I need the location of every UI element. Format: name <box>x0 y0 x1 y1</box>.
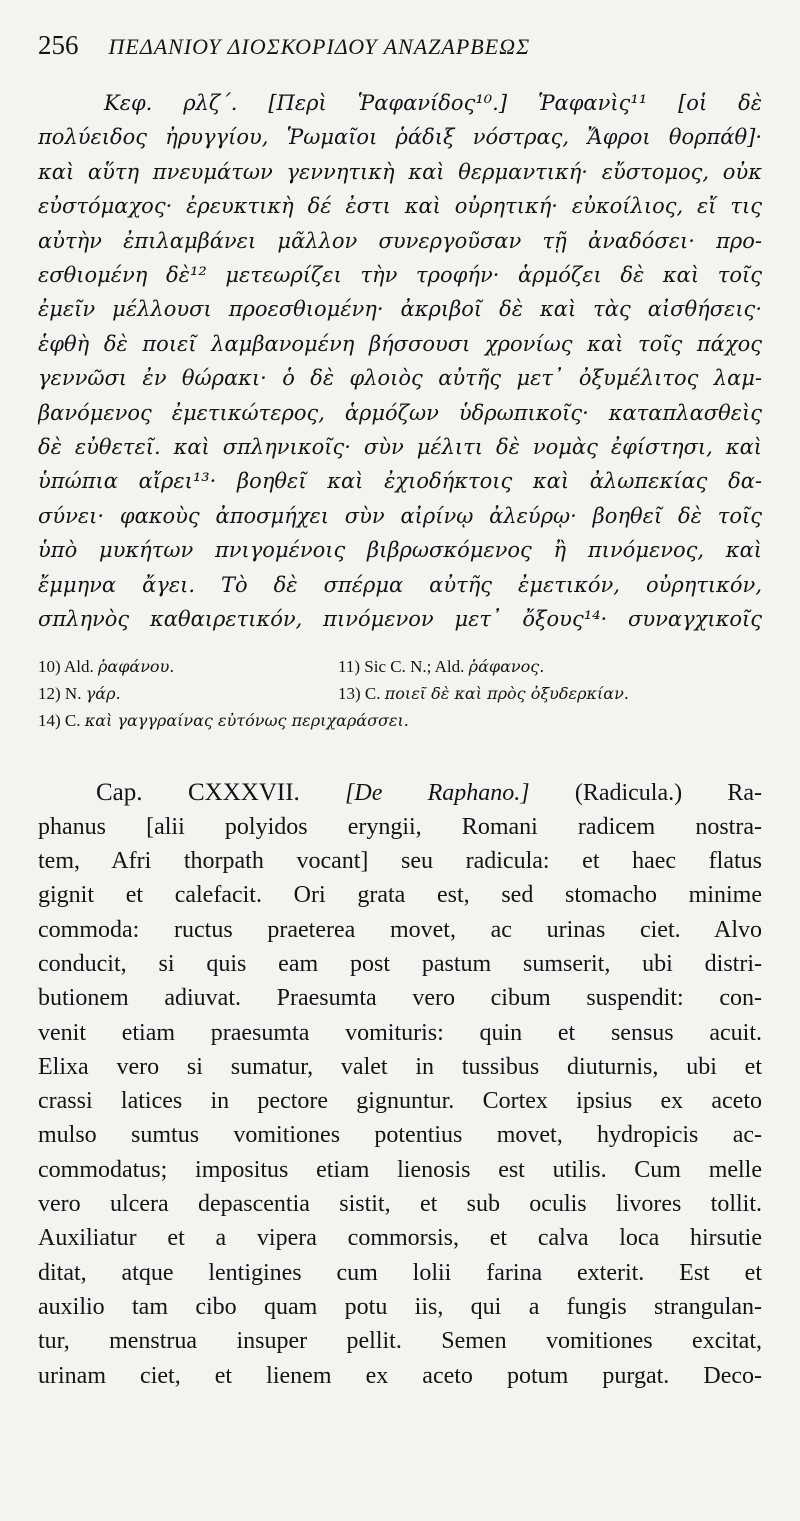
latin-line: butionem adiuvat. Praesumta vero cibum suspendit: con- <box>38 985 762 1012</box>
footnotes <box>38 653 762 734</box>
greek-text-block <box>38 86 762 637</box>
footnote-row <box>38 707 762 734</box>
page-number: 256 <box>38 30 79 60</box>
footnote-reading: ποιεῖ δὲ καὶ πρὸς ὀξυδερκίαν. <box>384 683 629 703</box>
footnote-number: 10) <box>38 656 61 676</box>
greek-line: ἐμεῖν μέλλουσι προεσθιομένη· ἀκριβοῖ δὲ καὶ τὰς αἰσθήσεις· <box>38 297 762 322</box>
latin-line: crassi latices in pectore gignuntur. Cortex ipsius ex aceto <box>38 1088 762 1115</box>
footnote-row <box>38 653 762 680</box>
footnote-reading: ῥάφανος. <box>468 656 545 676</box>
footnote-source: C. <box>64 710 81 730</box>
greek-line: δὲ εὐθετεῖ. καὶ σπληνικοῖς· σὺν μέλιτι δὲ νομὰς ἐφίστησι, καὶ <box>38 435 762 460</box>
chapter-label: Cap. CXXXVII. <box>96 778 300 806</box>
footnote-source: C. <box>364 683 381 703</box>
latin-line: gignit et calefacit. Ori grata est, sed stomacho minime <box>38 882 762 909</box>
greek-line: ὑπὸ μυκήτων πνιγομένοις βιβρωσκόμενος ἢ πινόμενος, καὶ <box>38 538 762 563</box>
greek-line: εὐστόμαχος· ἐρευκτικὴ δέ ἐστι καὶ οὐρητική· εὐκοίλιος, εἴ τις <box>38 194 762 219</box>
chapter-line-rest: (Radicula.) Ra- <box>574 779 762 806</box>
footnote-11 <box>338 653 762 680</box>
latin-line: vero ulcera depascentia sistit, et sub oculis livores tollit. <box>38 1191 762 1218</box>
running-title: ΠΕΔΑΝΙΟΥ ΔΙΟΣΚΟΡΙΔΟΥ ΑΝΑΖΑΡΒΕΩΣ <box>108 34 531 59</box>
latin-line: Elixa vero si sumatur, valet in tussibus diuturnis, ubi et <box>38 1053 762 1080</box>
footnote-row <box>38 680 762 707</box>
latin-line: commodatus; impositus etiam lienosis est utilis. Cum melle <box>38 1156 762 1183</box>
latin-text-block <box>38 776 762 1393</box>
greek-line: βανόμενος ἐμετικώτερος, ἁρμόζων ὑδρωπικοῖς· καταπλασθεὶς <box>38 400 762 425</box>
greek-line: πολύειδος ἠρυγγίου, Ῥωμαῖοι ῥάδιξ νόστρας, Ἄφροι θορπάθ]· <box>38 125 762 150</box>
greek-line: αὐτὴν ἐπιλαμβάνει μᾶλλον συνεργοῦσαν τῇ ἀναδόσει· προ- <box>38 228 762 253</box>
greek-line: εσθιομένη δὲ¹² μετεωρίζει τὴν τροφήν· ἁρμόζει δὲ καὶ τοῖς <box>38 263 762 288</box>
footnote-14 <box>38 707 762 734</box>
latin-line: Auxiliatur et a vipera commorsis, et calva loca hirsutie <box>38 1225 762 1252</box>
latin-line: urinam ciet, et lienem ex aceto potum purgat. Deco- <box>38 1362 762 1389</box>
footnote-reading: καὶ γαγγραίνας εὐτόνως περιχαράσσει. <box>84 710 409 730</box>
footnote-13 <box>338 680 762 707</box>
latin-line <box>38 776 762 810</box>
footnote-source: Ald. <box>63 656 94 676</box>
footnote-source: N. <box>64 683 82 703</box>
latin-line: phanus [alii polyidos eryngii, Romani radicem nostra- <box>38 813 762 840</box>
footnote-reading: ῥαφάνου. <box>97 656 175 676</box>
footnote-source: Sic C. N.; Ald. <box>364 656 465 676</box>
greek-line: σύνει· φακοὺς ἀποσμήχει σὺν αἰρίνῳ ἀλεύρῳ· βοηθεῖ δὲ τοῖς <box>38 503 762 528</box>
latin-line: tur, menstrua insuper pellit. Semen vomitiones excitat, <box>38 1328 762 1355</box>
latin-line: conducit, si quis eam post pastum sumserit, ubi distri- <box>38 950 762 977</box>
footnote-number: 13) <box>338 683 361 703</box>
greek-line: ἔμμηνα ἄγει. Τὸ δὲ σπέρμα αὐτῆς ἐμετικόν, οὐρητικόν, <box>38 572 762 597</box>
footnote-number: 11) <box>338 656 361 676</box>
latin-line: mulso sumtus vomitiones potentius movet, hydropicis ac- <box>38 1122 762 1149</box>
latin-line: tem, Afri thorpath vocant] seu radicula: et haec flatus <box>38 848 762 875</box>
greek-line: γεννῶσι ἐν θώρακι· ὁ δὲ φλοιὸς αὐτῆς μετ᾽ ὀξυμέλιτος λαμ- <box>38 366 762 391</box>
footnote-10 <box>38 653 338 680</box>
footnote-number: 12) <box>38 683 61 703</box>
greek-line: καὶ αὕτη πνευμάτων γεννητικὴ καὶ θερμαντική· εὔστομος, οὐκ <box>38 159 762 184</box>
footnote-reading: γάρ. <box>85 683 121 703</box>
chapter-title: [De Raphano.] <box>345 779 530 806</box>
latin-line: venit etiam praesumta vomituris: quin et sensus acuit. <box>38 1019 762 1046</box>
latin-line: auxilio tam cibo quam potu iis, qui a fungis strangulan- <box>38 1293 762 1320</box>
greek-line: ὑπώπια αἴρει¹³· βοηθεῖ καὶ ἐχιοδήκτοις καὶ ἀλωπεκίας δα- <box>38 469 762 494</box>
footnote-number: 14) <box>38 710 61 730</box>
footnote-12 <box>38 680 338 707</box>
greek-line: σπληνὸς καθαιρετικόν, πινόμενον μετ᾽ ὄξους¹⁴· συναγχικοῖς <box>38 607 762 632</box>
latin-line: ditat, atque lentigines cum lolii farina exterit. Est et <box>38 1259 762 1286</box>
greek-line: ἑφθὴ δὲ ποιεῖ λαμβανομένη βήσσουσι χρονίως καὶ τοῖς πάχος <box>38 331 762 356</box>
greek-line: Κεφ. ρλζ΄. [Περὶ Ῥαφανίδος¹⁰.] Ῥαφανὶς¹¹ [οἱ δὲ <box>104 91 762 115</box>
latin-line: commoda: ructus praeterea movet, ac urinas ciet. Alvo <box>38 916 762 943</box>
running-head <box>38 30 762 76</box>
